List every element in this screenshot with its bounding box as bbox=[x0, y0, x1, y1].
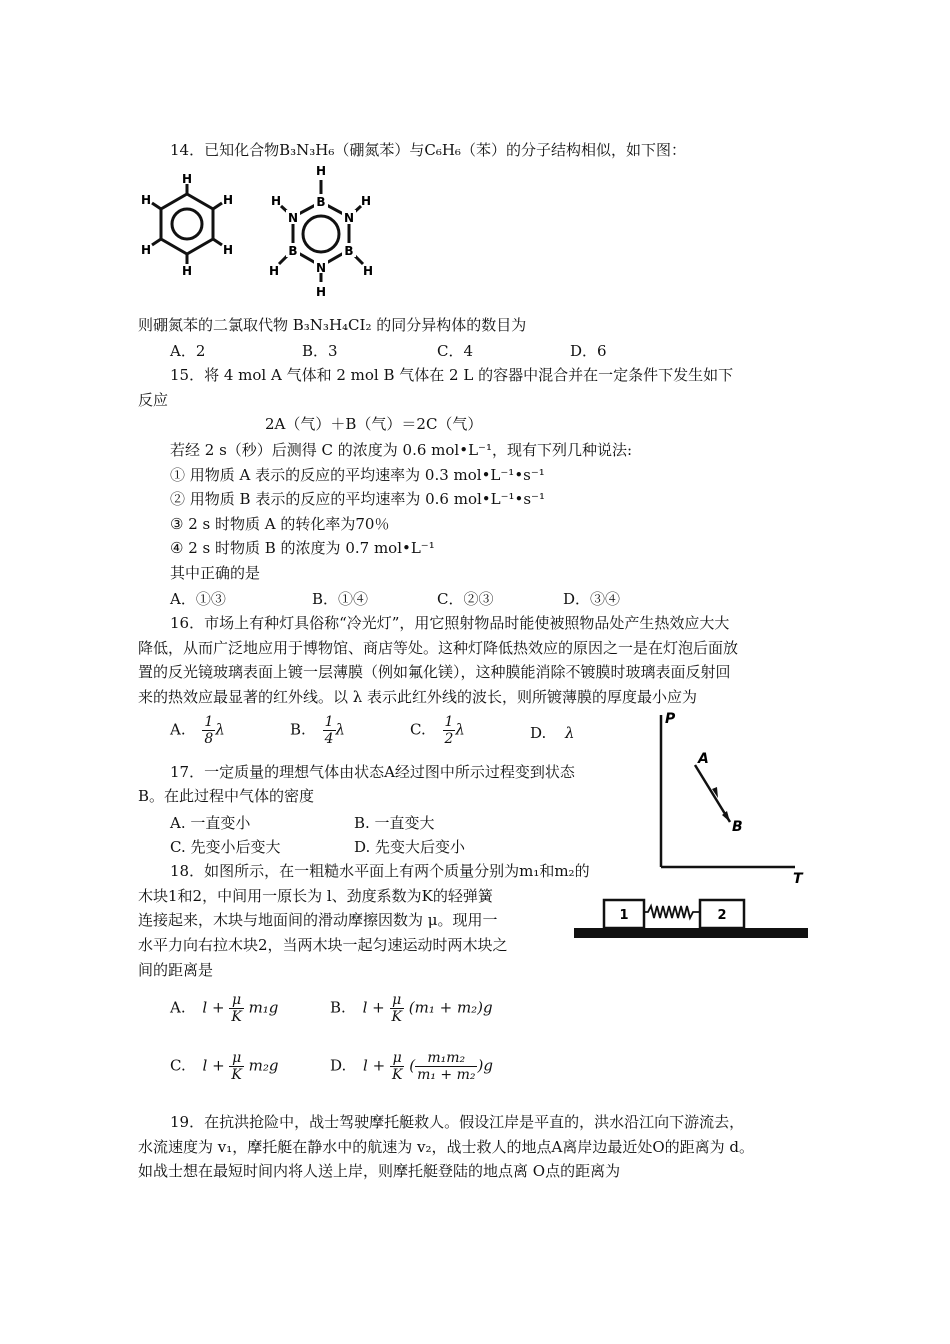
state-b-label: B bbox=[732, 819, 743, 835]
q16-option-a: A. $\frac{1}{8}$ λ bbox=[170, 714, 225, 747]
blocks-spring-diagram bbox=[570, 892, 810, 944]
q16-option-b: B. $\frac{1}{4}$ λ bbox=[290, 714, 346, 747]
x-axis-label: T bbox=[793, 871, 803, 885]
atom-h: H bbox=[140, 243, 152, 257]
q15-statement-2: ② 用物质 B 表示的反应的平均速率为 0.6 mol•L⁻¹•s⁻¹ bbox=[170, 490, 545, 508]
q17-line-1: 17．一定质量的理想气体由状态A经过图中所示过程变到状态 bbox=[170, 763, 575, 781]
q15-option-a: A．①③ bbox=[170, 590, 226, 608]
atom-h: H bbox=[270, 194, 282, 208]
atom-h: H bbox=[315, 164, 327, 178]
q15-ask: 其中正确的是 bbox=[170, 564, 261, 582]
atom-h: H bbox=[315, 285, 327, 299]
atom-n: N bbox=[287, 211, 299, 225]
q18-line-4: 水平力向右拉木块2，当两木块一起匀速运动时两木块之 bbox=[138, 936, 508, 954]
block-1-label: 1 bbox=[619, 908, 629, 923]
atom-b: B bbox=[344, 244, 354, 258]
q15-statement-1: ① 用物质 A 表示的反应的平均速率为 0.3 mol•L⁻¹•s⁻¹ bbox=[170, 466, 545, 484]
pt-graph bbox=[650, 705, 810, 885]
atom-h: H bbox=[222, 193, 234, 207]
atom-h: H bbox=[362, 264, 374, 278]
block-2-label: 2 bbox=[717, 908, 727, 923]
q15-statement-4: ④ 2 s 时物质 B 的浓度为 0.7 mol•L⁻¹ bbox=[170, 539, 435, 557]
q15-stem: 15．将 4 mol A 气体和 2 mol B 气体在 2 L 的容器中混合并在一定条件下发生如下 bbox=[170, 366, 734, 384]
q15-option-d: D．③④ bbox=[563, 590, 621, 608]
q17-option-a: A. 一直变小 bbox=[170, 814, 251, 832]
q16-option-d: D. λ bbox=[530, 724, 575, 742]
q16-line-4: 来的热效应最显著的红外线。以 λ 表示此红外线的波长，则所镀薄膜的厚度最小应为 bbox=[138, 688, 698, 706]
atom-h: H bbox=[181, 264, 193, 277]
q18-option-a: A. l + $\frac{\mu}{K}$ m₁g bbox=[170, 992, 279, 1025]
q18-option-c: C. l + $\frac{\mu}{K}$ m₂g bbox=[170, 1050, 279, 1083]
q17-option-b: B. 一直变大 bbox=[354, 814, 435, 832]
q16-line-2: 降低，从而广泛地应用于博物馆、商店等处。这种灯降低热效应的原因之一是在灯泡后面放 bbox=[138, 639, 739, 657]
benzene-structure bbox=[135, 172, 240, 277]
state-a-label: A bbox=[698, 751, 709, 767]
q15-statement-3: ③ 2 s 时物质 A 的转化率为70％ bbox=[170, 515, 390, 533]
q15-given: 若经 2 s（秒）后测得 C 的浓度为 0.6 mol•L⁻¹，现有下列几种说法: bbox=[170, 441, 633, 459]
q15-option-b: B．①④ bbox=[312, 590, 369, 608]
atom-h: H bbox=[222, 243, 234, 257]
q14-option-c: C．4 bbox=[437, 342, 474, 360]
q18-option-b: B. l + $\frac{\mu}{K}$ (m₁ + m₂)g bbox=[330, 992, 493, 1025]
q16-line-1: 16．市场上有种灯具俗称“冷光灯”，用它照射物品时能使被照物品处产生热效应大大 bbox=[170, 614, 730, 632]
q14-stem: 14．已知化合物B₃N₃H₆（硼氮苯）与C₆H₆（苯）的分子结构相似，如下图： bbox=[170, 141, 686, 159]
q18-line-3: 连接起来，木块与地面间的滑动摩擦因数为 μ。现用一 bbox=[138, 911, 498, 929]
y-axis-label: P bbox=[665, 711, 676, 727]
q18-line-2: 木块1和2，中间用一原长为 l、劲度系数为K的轻弹簧 bbox=[138, 887, 493, 905]
q14-option-d: D．6 bbox=[570, 342, 607, 360]
q15-stem-cont: 反应 bbox=[138, 391, 169, 409]
atom-n: N bbox=[343, 211, 355, 225]
atom-h: H bbox=[140, 193, 152, 207]
q15-option-c: C．②③ bbox=[437, 590, 494, 608]
q17-option-c: C. 先变小后变大 bbox=[170, 838, 281, 856]
q19-line-1: 19．在抗洪抢险中，战士驾驶摩托艇救人。假设江岸是平直的，洪水沿江向下游流去， bbox=[170, 1113, 745, 1131]
q19-line-3: 如战士想在最短时间内将人送上岸，则摩托艇登陆的地点离 O点的距离为 bbox=[138, 1162, 621, 1180]
q14-question: 则硼氮苯的二氯取代物 B₃N₃H₄CI₂ 的同分异构体的数目为 bbox=[138, 316, 527, 334]
q14-option-a: A．2 bbox=[170, 342, 206, 360]
borazine-structure bbox=[262, 160, 380, 300]
q17-line-2: B。在此过程中气体的密度 bbox=[138, 787, 315, 805]
atom-b: B bbox=[288, 244, 298, 258]
atom-h: H bbox=[181, 172, 193, 186]
q16-option-c: C. $\frac{1}{2}$ λ bbox=[410, 714, 465, 747]
q15-equation: 2A（气）＋B（气）＝2C（气） bbox=[265, 415, 483, 433]
atom-h: H bbox=[268, 264, 280, 278]
q18-line-1: 18．如图所示，在一粗糙水平面上有两个质量分别为m₁和m₂的 bbox=[170, 862, 590, 880]
q19-line-2: 水流速度为 v₁，摩托艇在静水中的航速为 v₂，战士救人的地点A离岸边最近处O的距离为 d。 bbox=[138, 1138, 755, 1156]
q18-option-d: D. l + $\frac{\mu}{K}$ ( $\frac{\text{m₁m₂}}{\text{m₁ + m₂}}$ )g bbox=[330, 1050, 493, 1083]
q14-option-b: B．3 bbox=[302, 342, 338, 360]
atom-n: N bbox=[315, 261, 327, 275]
q17-option-d: D. 先变大后变小 bbox=[354, 838, 466, 856]
q18-line-5: 间的距离是 bbox=[138, 961, 214, 979]
atom-b: B bbox=[316, 195, 326, 209]
q16-line-3: 置的反光镜玻璃表面上镀一层薄膜（例如氟化镁），这种膜能消除不镀膜时玻璃表面反射回 bbox=[138, 663, 731, 681]
atom-h: H bbox=[360, 194, 372, 208]
